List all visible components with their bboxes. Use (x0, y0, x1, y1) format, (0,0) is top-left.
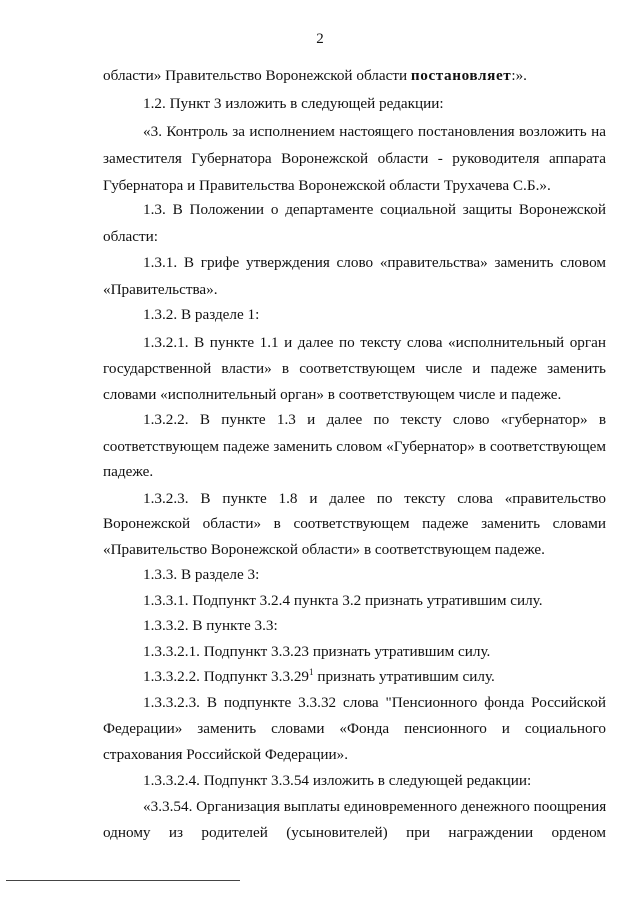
paragraph-line: 1.3. В Положении о департаменте социальной защиты Воронежской (143, 201, 606, 218)
paragraph-line: заместителя Губернатора Воронежской области - руководителя аппарата (103, 150, 606, 167)
paragraph-line: одному из родителей (усыновителей) при награждении орденом (103, 824, 606, 841)
footer-divider (6, 880, 236, 881)
page-number: 2 (316, 31, 324, 47)
paragraph-line: 1.3.3.2.4. Подпункт 3.3.54 изложить в следующей редакции: (143, 772, 532, 789)
paragraph-line (143, 668, 495, 686)
paragraph-line: государственной власти» в соответствующем числе и падеже заменить (103, 360, 606, 377)
paragraph-text: признать утратившим силу. (313, 668, 495, 685)
paragraph-line: «Правительство Воронежской области» в соответствующем падеже. (103, 541, 545, 558)
paragraph-line: 1.3.3.2.1. Подпункт 3.3.23 признать утратившим силу. (143, 643, 491, 660)
paragraph-line: 1.3.3.1. Подпункт 3.2.4 пункта 3.2 признать утратившим силу. (143, 592, 543, 609)
superscript: 1 (309, 667, 314, 677)
paragraph-line: Воронежской области» в соответствующем падеже заменить словами (103, 515, 606, 532)
paragraph-line: 1.3.2.2. В пункте 1.3 и далее по тексту слово «губернатор» в (143, 411, 606, 428)
paragraph-line: 1.2. Пункт 3 изложить в следующей редакции: (143, 95, 444, 112)
paragraph-line: соответствующем падеже заменить словом «Губернатор» в соответствующем (103, 438, 606, 455)
paragraph-line: падеже. (103, 463, 154, 480)
paragraph-line: 1.3.1. В грифе утверждения слово «правительства» заменить словом (143, 254, 606, 271)
paragraph-text: :». (511, 67, 527, 84)
paragraph-bold-text: постановляет (410, 67, 512, 84)
paragraph-line: страхования Российской Федерации». (103, 746, 349, 763)
footer-divider (236, 880, 240, 881)
paragraph-line: 1.3.2. В разделе 1: (143, 306, 260, 323)
paragraph-line: Губернатора и Правительства Воронежской области Трухачева С.Б.». (103, 177, 551, 194)
paragraph-line: 1.3.2.3. В пункте 1.8 и далее по тексту слова «правительство (143, 490, 606, 507)
paragraph-line (103, 67, 527, 85)
paragraph-line: 1.3.3.2. В пункте 3.3: (143, 617, 278, 634)
paragraph-line: «3.3.54. Организация выплаты единовременного денежного поощрения (143, 798, 607, 815)
paragraph-line: словами «исполнительный орган» в соответствующем числе и падеже. (103, 386, 562, 403)
paragraph-line: 1.3.3.2.3. В подпункте 3.3.32 слова "Пенсионного фонда Российской (143, 694, 606, 711)
paragraph-line: «Правительства». (103, 281, 218, 298)
paragraph-line: области: (103, 228, 158, 245)
paragraph-line: 1.3.2.1. В пункте 1.1 и далее по тексту слова «исполнительный орган (143, 334, 606, 351)
paragraph-line: «3. Контроль за исполнением настоящего постановления возложить на (143, 123, 606, 140)
paragraph-line: Федерации» заменить словами «Фонда пенсионного и социального (103, 720, 606, 737)
paragraph-text: области» Правительство Воронежской области (103, 67, 411, 84)
paragraph-line: 1.3.3. В разделе 3: (143, 566, 260, 583)
paragraph-text: 1.3.3.2.2. Подпункт 3.3.29 (143, 668, 310, 685)
